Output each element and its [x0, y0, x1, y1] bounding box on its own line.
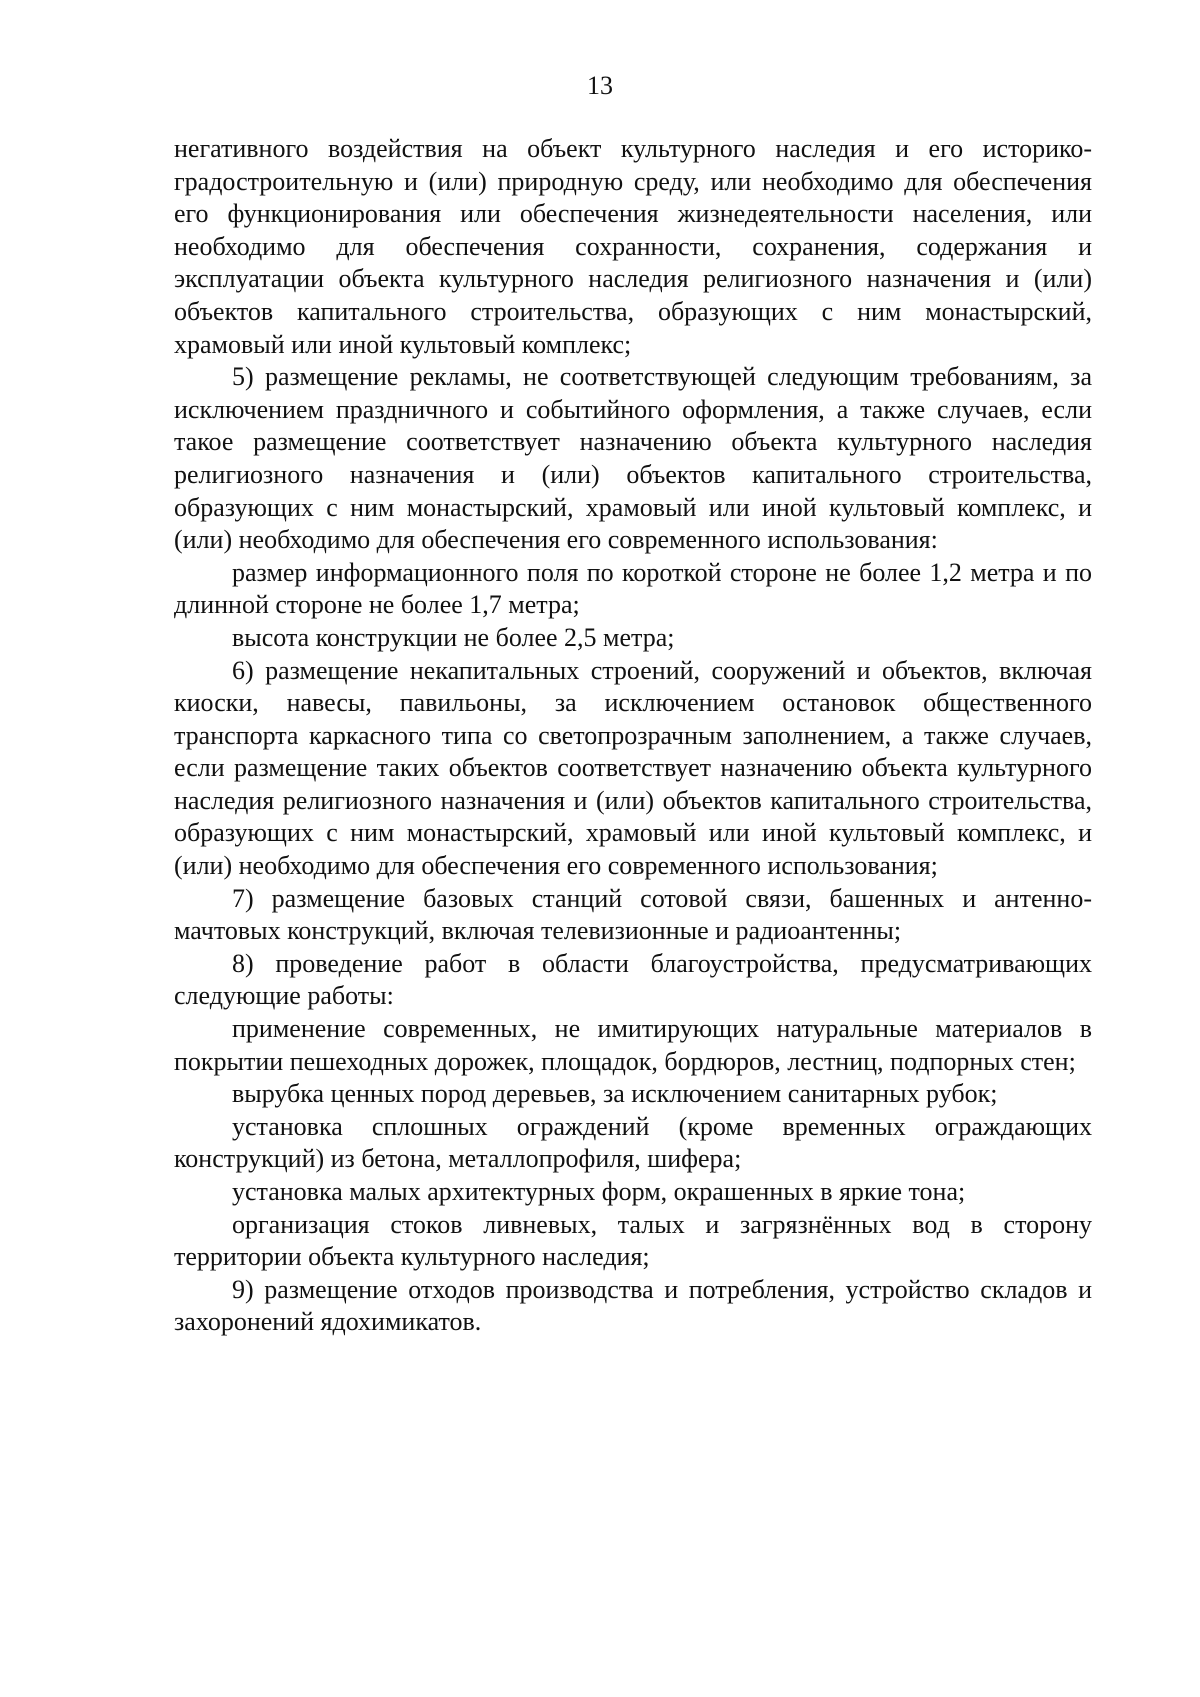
paragraph-item-5: 5) размещение рекламы, не соответствующей следующим требованиям, за исключением праздничного и событийного оформления, а также случаев, если такое размещение соответствует назначению объекта культурного наследия религиозного назначения и (или) объектов капитального строительства, образующих с ним монастырский, храмовый или иной культовый комплекс, и (или) необходимо для обеспечения его современного использования: — [174, 362, 1092, 555]
paragraph-sub-item: высота конструкции не более 2,5 метра; — [232, 622, 675, 652]
paragraph-continuation: негативного воздействия на объект культурного наследия и его историко-градостроительную и (или) природную среду, или необходимо для обеспечения его функционирования или обеспечения жизнедеятельности населения, или необходимо для обеспечения сохранности, сохранения, содержания и эксплуатации объекта культурного наследия религиозного назначения и (или) объектов капитального строительства, образующих с ним монастырский, храмовый или иной культовый комплекс; — [174, 134, 1092, 359]
paragraph-sub-item: установка малых архитектурных форм, окрашенных в яркие тона; — [232, 1177, 966, 1206]
paragraph-sub-item: организация стоков ливневых, талых и загрязнённых вод в сторону территории объекта культурного наследия; — [174, 1209, 1092, 1272]
page-number: 13 — [587, 71, 613, 100]
paragraph-item-6: 6) размещение некапитальных строений, сооружений и объектов, включая киоски, навесы, павильоны, за исключением остановок общественного транспорта каркасного типа со светопрозрачным заполнением, а также случаев, если размещение таких объектов соответствует назначению объекта культурного наследия религиозного назначения и (или) объектов капитального строительства, образующих с ним монастырский, храмовый или иной культовый комплекс, и (или) необходимо для обеспечения его современного использования; — [174, 655, 1092, 881]
paragraph-item-8: 8) проведение работ в области благоустройства, предусматривающих следующие работы: — [174, 948, 1092, 1011]
paragraph-sub-item: размер информационного поля по короткой стороне не более 1,2 метра и по длинной стороне не более 1,7 метра; — [174, 557, 1092, 620]
paragraph-sub-item: установка сплошных ограждений (кроме временных ограждающих конструкций) из бетона, металлопрофиля, шифера; — [174, 1111, 1092, 1174]
paragraph-sub-item: применение современных, не имитирующих натуральные материалов в покрытии пешеходных дорожек, площадок, бордюров, лестниц, подпорных стен; — [174, 1014, 1092, 1076]
paragraph-item-9: 9) размещение отходов производства и потребления, устройство складов и захоронений ядохимикатов. — [174, 1274, 1092, 1337]
document-body — [174, 133, 1092, 1339]
paragraph-sub-item: вырубка ценных пород деревьев, за исключением санитарных рубок; — [232, 1079, 998, 1109]
paragraph-item-7: 7) размещение базовых станций сотовой связи, башенных и антенно-мачтовых конструкций, включая телевизионные и радиоантенны; — [174, 883, 1092, 946]
